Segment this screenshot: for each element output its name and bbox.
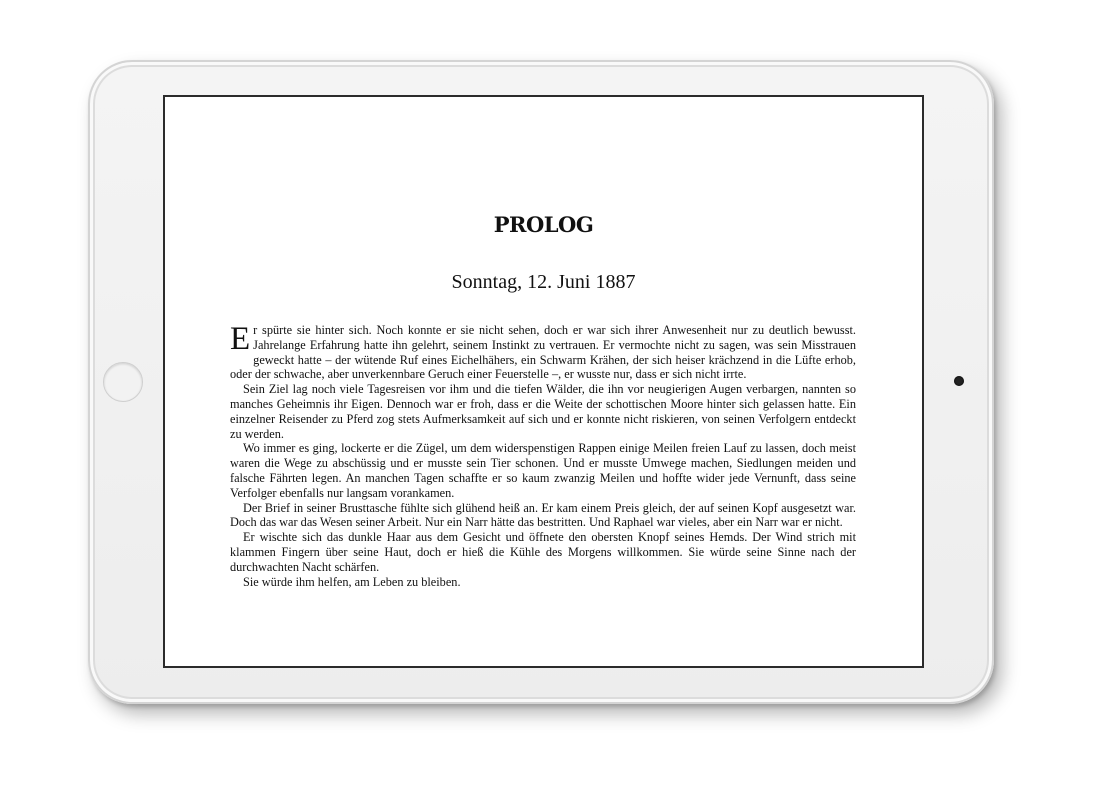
paragraph xyxy=(230,323,856,382)
reader-screen[interactable] xyxy=(163,95,924,668)
paragraph: Wo immer es ging, lockerte er die Zügel, um dem widerspenstigen Rappen einige Meilen freien Lauf zu lassen, doch meist waren die Wege zu abschüssig und er musste sein Tier schonen. Und er musste Umwege machen, Siedlungen meiden und falsche Fährten legen. An manchen Tagen schaffte er so kaum zwanzig Meilen und hoffte wider jede Vernunft, dass seine Verfolger ebenfalls nur langsam vorankamen. xyxy=(230,441,856,500)
paragraph: Der Brief in seiner Brusttasche fühlte sich glühend heiß an. Er kam einem Preis gleich, der auf seinen Kopf ausgesetzt war. Doch das war das Wesen seiner Arbeit. Nur ein Narr hätte das bestritten. Und Raphael war vieles, aber ein Narr war er nicht. xyxy=(230,500,856,530)
chapter-body xyxy=(230,323,856,589)
chapter-title: PROLOG xyxy=(493,212,594,237)
home-button-icon[interactable] xyxy=(103,362,143,402)
paragraph: Sein Ziel lag noch viele Tagesreisen vor ihm und die tiefen Wälder, die ihn vor neugierigen Augen verbargen, nannten so manches Geheimnis ihr Eigen. Dennoch war er froh, dass er die Weite der schottischen Moore hinter sich gelassen hatte. Ein einzelner Reisender zu Pferd zog stets Aufmerksamkeit auf sich und er konnte nicht riskieren, von seinen Verfolgern entdeckt zu werden. xyxy=(230,382,856,441)
paragraph-text: r spürte sie hinter sich. Noch konnte er sie nicht sehen, doch er war sich ihrer Anwesenheit nur zu deutlich bewusst. Jahrelange Erfahrung hatte ihn gelehrt, seinem Instinkt zu vertrauen. Er vermochte nicht zu sagen, was sein Misstrauen geweckt hatte – der wütende Ruf eines Eichelhähers, ein Schwarm Krähen, der sich heiser krächzend in die Lüfte erhob, oder der schwache, aber unverkennbare Geruch einer Feuerstelle –, er wusste nur, dass er sich nicht irrte. xyxy=(230,323,856,382)
chapter-date: Sonntag, 12. Juni 1887 xyxy=(451,271,636,293)
drop-cap: E xyxy=(230,321,251,357)
paragraph: Sie würde ihm helfen, am Leben zu bleiben. xyxy=(243,574,461,589)
camera-icon xyxy=(954,376,964,386)
paragraph: Er wischte sich das dunkle Haar aus dem Gesicht und öffnete den obersten Knopf seines Hemds. Der Wind strich mit klammen Fingern über seine Haut, doch er hieß die Kühle des Morgens willkommen. Sie würde seine Sinne nach der durchwachten Nacht schärfen. xyxy=(230,530,856,574)
